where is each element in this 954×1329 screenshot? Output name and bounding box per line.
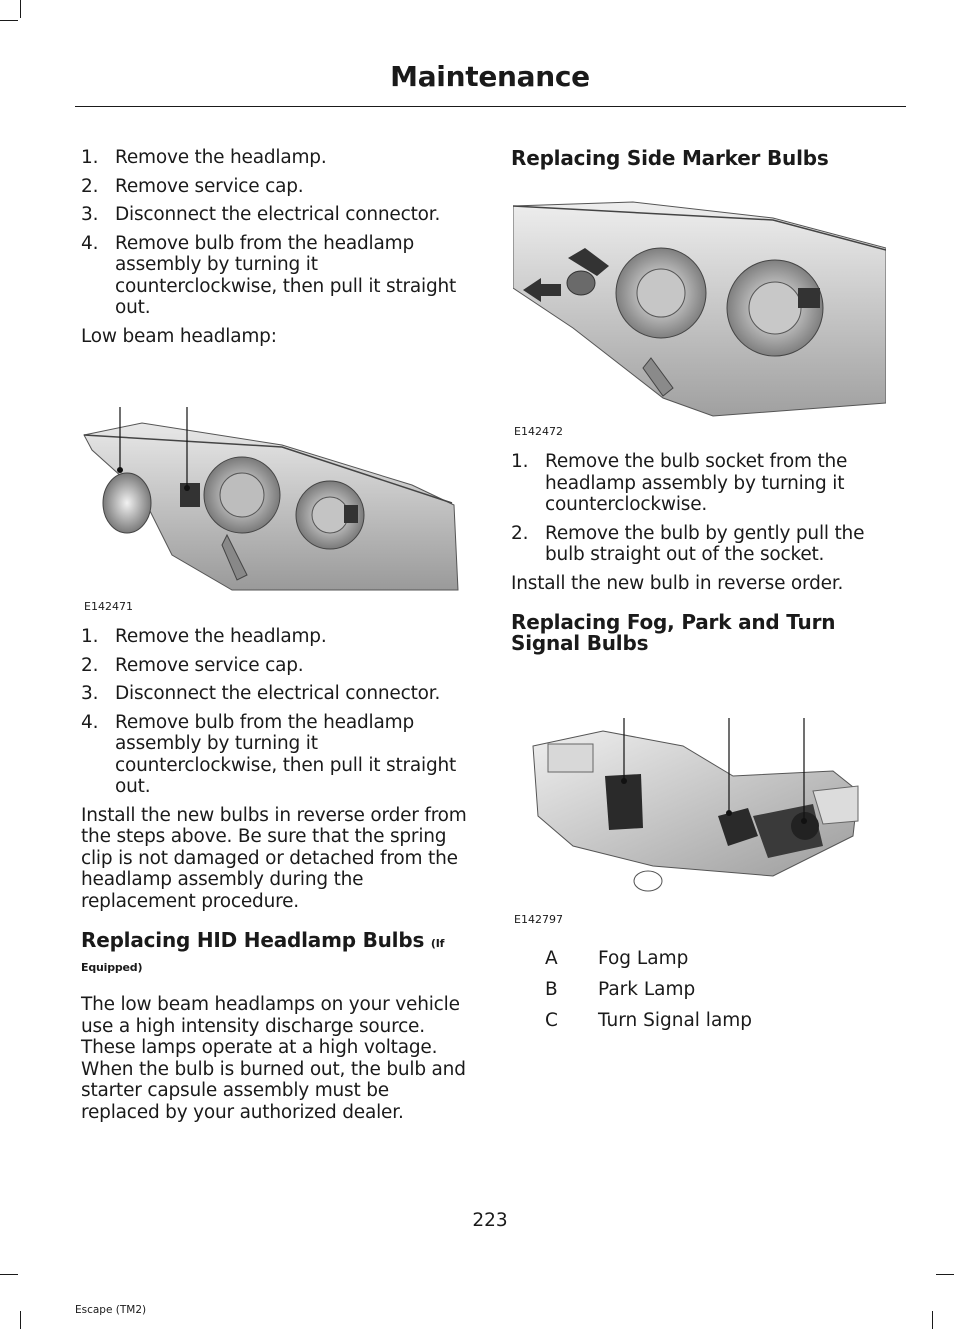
- side-marker-illustration: [513, 198, 886, 423]
- list-item: 2. Remove service cap.: [81, 654, 304, 676]
- fog-heading: Replacing Fog, Park and Turn Signal Bulbs: [511, 610, 836, 655]
- crop-mark: [0, 20, 18, 21]
- fog-lamp-illustration: [513, 716, 873, 906]
- crop-mark: [20, 0, 21, 18]
- list-item: 4. Remove bulb from the headlamp assembly by turning it counterclockwise, then pull it straight out.: [81, 232, 457, 318]
- footer-model: Escape (TM2): [75, 1304, 147, 1316]
- legend-letter: B: [545, 979, 558, 1000]
- install-note: Install the new bulbs in reverse order from the steps above. Be sure that the spring clip is not damaged or detached from the headlamp assembly during the replacement procedure.: [81, 804, 467, 912]
- low-beam-label: Low beam headlamp:: [81, 325, 277, 347]
- fog-park-turn-figure: [513, 716, 873, 931]
- figure-code: E142472: [514, 425, 563, 438]
- page-number: 223: [472, 1210, 508, 1231]
- list-item: 1. Remove the headlamp.: [81, 147, 327, 168]
- figure-code: E142797: [514, 913, 563, 926]
- steps-list: [511, 451, 889, 566]
- crop-mark: [936, 1274, 954, 1275]
- right-column-middle: [511, 451, 889, 654]
- headlamp-illustration: [82, 405, 462, 605]
- left-column: [81, 147, 473, 347]
- list-item: 1. Remove the bulb socket from the headlamp assembly by turning it counterclockwise.: [511, 451, 848, 515]
- legend-text: Fog Lamp: [598, 948, 689, 969]
- hid-paragraph: The low beam headlamps on your vehicle use a high intensity discharge source. These lamps operate at a high voltage. When the bulb is burned out, the bulb and starter capsule assembly must be replaced by your authorized dealer.: [81, 994, 466, 1123]
- steps-list: [81, 626, 473, 798]
- crop-mark: [932, 1311, 933, 1329]
- legend-letter: A: [545, 948, 558, 969]
- hid-heading: Replacing HID Headlamp Bulbs (If Equipped): [81, 928, 445, 974]
- list-item: 3. Disconnect the electrical connector.: [81, 204, 441, 225]
- list-item: 2. Remove the bulb by gently pull the bulb straight out of the socket.: [511, 522, 865, 565]
- legend-text: Park Lamp: [598, 979, 696, 1000]
- list-item: 3. Disconnect the electrical connector.: [81, 683, 441, 704]
- legend-letter: C: [545, 1010, 558, 1031]
- right-column: [511, 148, 889, 169]
- crop-mark: [20, 1311, 21, 1329]
- crop-mark: [0, 1274, 18, 1275]
- figure-code: E142471: [84, 600, 133, 613]
- list-item: 2. Remove service cap.: [81, 175, 304, 197]
- title-divider: [75, 106, 906, 107]
- page-title: Maintenance: [390, 60, 590, 93]
- install-note: Install the new bulb in reverse order.: [511, 572, 844, 594]
- steps-list: [81, 147, 473, 319]
- list-item: 1. Remove the headlamp.: [81, 626, 327, 647]
- left-column-lower: [81, 626, 473, 1123]
- list-item: 4. Remove bulb from the headlamp assembly by turning it counterclockwise, then pull it straight out.: [81, 711, 457, 797]
- headlamp-figure-low-beam: [82, 405, 462, 613]
- legend-text: Turn Signal lamp: [598, 1010, 753, 1031]
- side-marker-figure: [513, 198, 886, 443]
- side-marker-heading: Replacing Side Marker Bulbs: [511, 146, 829, 170]
